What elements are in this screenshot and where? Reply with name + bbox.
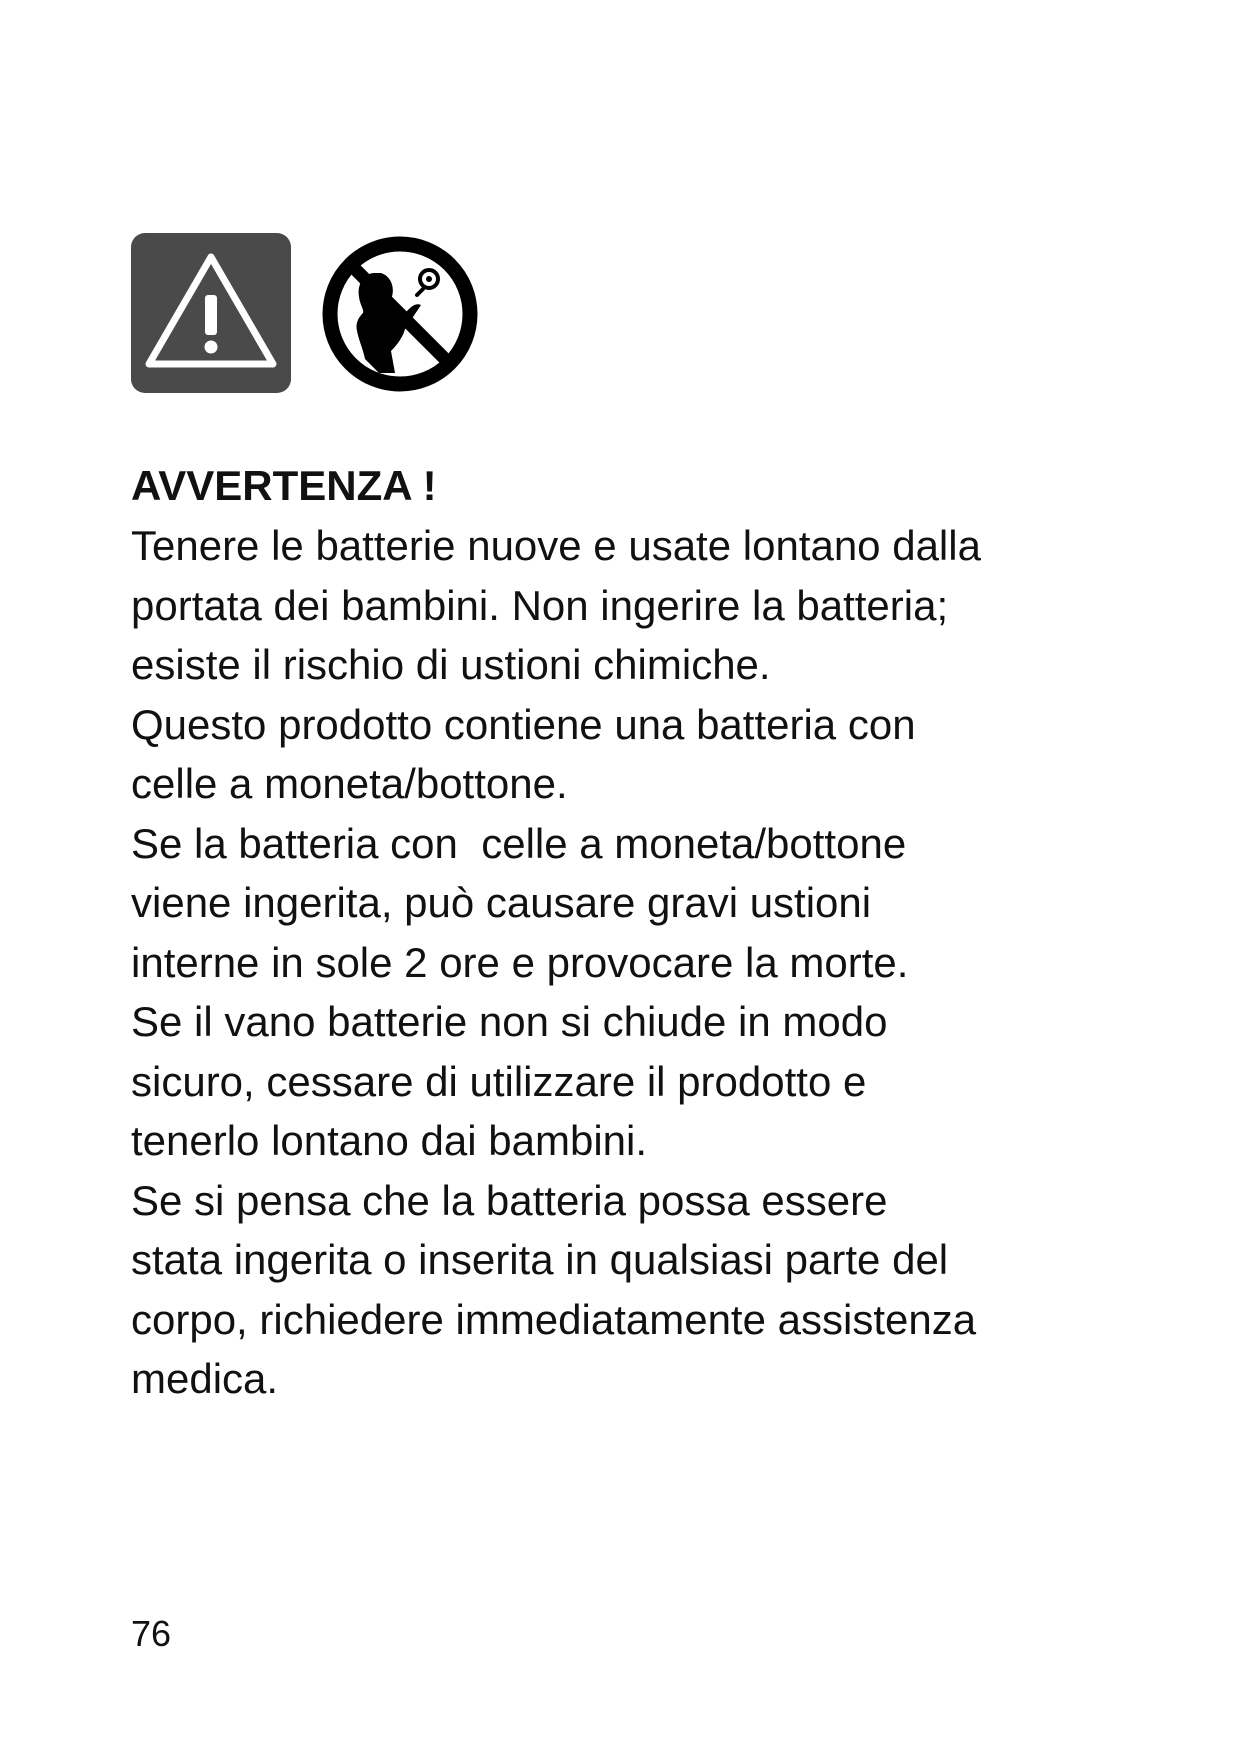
warning-icons [131,233,491,395]
warning-line: corpo, richiedere immediatamente assistenza [131,1295,977,1343]
warning-line: celle a moneta/bottone. [131,760,568,807]
warning-line: Questo prodotto contiene una batteria con [131,700,916,748]
warning-line: viene ingerita, può causare gravi ustioni [131,879,872,926]
warning-line: medica. [131,1355,279,1402]
warning-line: tenerlo lontano dai bambini. [131,1117,648,1164]
warning-line: esiste il rischio di ustioni chimiche. [131,641,771,688]
page-number: 76 [131,1613,172,1654]
warning-line: interne in sole 2 ore e provocare la morte. [131,938,909,986]
warning-line: sicuro, cessare di utilizzare il prodotto e [131,1057,867,1105]
warning-line: Se il vano batterie non si chiude in modo [131,998,888,1045]
warning-heading: AVVERTENZA ! [131,462,437,509]
warning-line: Tenere le batterie nuove e usate lontano dalla [131,522,981,569]
warning-line: Se si pensa che la batteria possa essere [131,1176,888,1224]
warning-line: portata dei bambini. Non ingerire la batteria; [131,581,949,629]
warning-triangle-icon [131,233,291,393]
keep-away-from-children-icon [319,233,481,395]
warning-line: stata ingerita o inserita in qualsiasi parte del [131,1236,949,1283]
warning-line: Se la batteria con celle a moneta/bottone [131,819,907,867]
battery-warning-section [131,456,1151,1409]
